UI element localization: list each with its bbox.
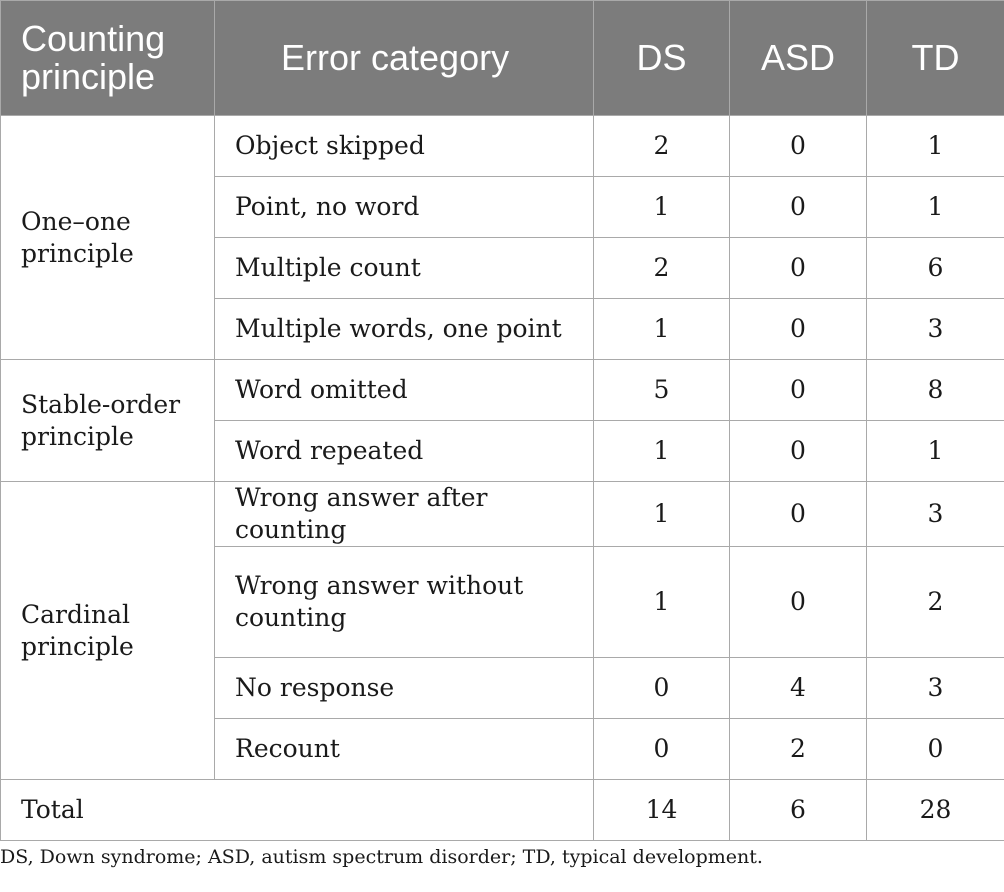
ds-cell: 1 [594, 421, 730, 482]
total-asd-cell: 6 [730, 780, 867, 841]
ds-cell: 1 [594, 177, 730, 238]
error-category-cell: Wrong answer after counting [215, 482, 594, 547]
header-error-category: Error category [215, 1, 594, 116]
table-footnote: DS, Down syndrome; ASD, autism spectrum disorder; TD, typical development. [0, 846, 763, 868]
ds-cell: 2 [594, 116, 730, 177]
asd-cell: 0 [730, 421, 867, 482]
td-cell: 3 [867, 658, 1004, 719]
ds-cell: 0 [594, 719, 730, 780]
td-cell: 1 [867, 116, 1004, 177]
header-asd: ASD [730, 1, 867, 116]
table-row [1, 116, 1004, 177]
asd-cell: 2 [730, 719, 867, 780]
principle-stable-order: Stable-order principle [1, 360, 215, 482]
td-cell: 3 [867, 299, 1004, 360]
error-category-cell: Multiple count [215, 238, 594, 299]
error-category-cell: Word omitted [215, 360, 594, 421]
error-category-cell: Multiple words, one point [215, 299, 594, 360]
error-category-cell: Point, no word [215, 177, 594, 238]
td-cell: 2 [867, 547, 1004, 658]
header-td: TD [867, 1, 1004, 116]
asd-cell: 0 [730, 547, 867, 658]
asd-cell: 0 [730, 360, 867, 421]
total-ds-cell: 14 [594, 780, 730, 841]
asd-cell: 0 [730, 299, 867, 360]
ds-cell: 0 [594, 658, 730, 719]
td-cell: 1 [867, 421, 1004, 482]
error-category-cell: Wrong answer without counting [215, 547, 594, 658]
table-row [1, 482, 1004, 547]
principle-one-one: One–one principle [1, 116, 215, 360]
total-td-cell: 28 [867, 780, 1004, 841]
ds-cell: 2 [594, 238, 730, 299]
header-row [1, 1, 1004, 116]
asd-cell: 0 [730, 482, 867, 547]
td-cell: 0 [867, 719, 1004, 780]
ds-cell: 1 [594, 547, 730, 658]
error-category-cell: No response [215, 658, 594, 719]
error-category-cell: Object skipped [215, 116, 594, 177]
header-counting-principle: Counting principle [1, 1, 215, 116]
principle-cardinal: Cardinal principle [1, 482, 215, 780]
asd-cell: 4 [730, 658, 867, 719]
total-row [1, 780, 1004, 841]
asd-cell: 0 [730, 238, 867, 299]
asd-cell: 0 [730, 177, 867, 238]
td-cell: 6 [867, 238, 1004, 299]
ds-cell: 1 [594, 482, 730, 547]
total-label: Total [1, 780, 594, 841]
td-cell: 8 [867, 360, 1004, 421]
ds-cell: 1 [594, 299, 730, 360]
td-cell: 3 [867, 482, 1004, 547]
error-category-cell: Word repeated [215, 421, 594, 482]
td-cell: 1 [867, 177, 1004, 238]
header-ds: DS [594, 1, 730, 116]
ds-cell: 5 [594, 360, 730, 421]
table-row [1, 360, 1004, 421]
asd-cell: 0 [730, 116, 867, 177]
error-category-cell: Recount [215, 719, 594, 780]
